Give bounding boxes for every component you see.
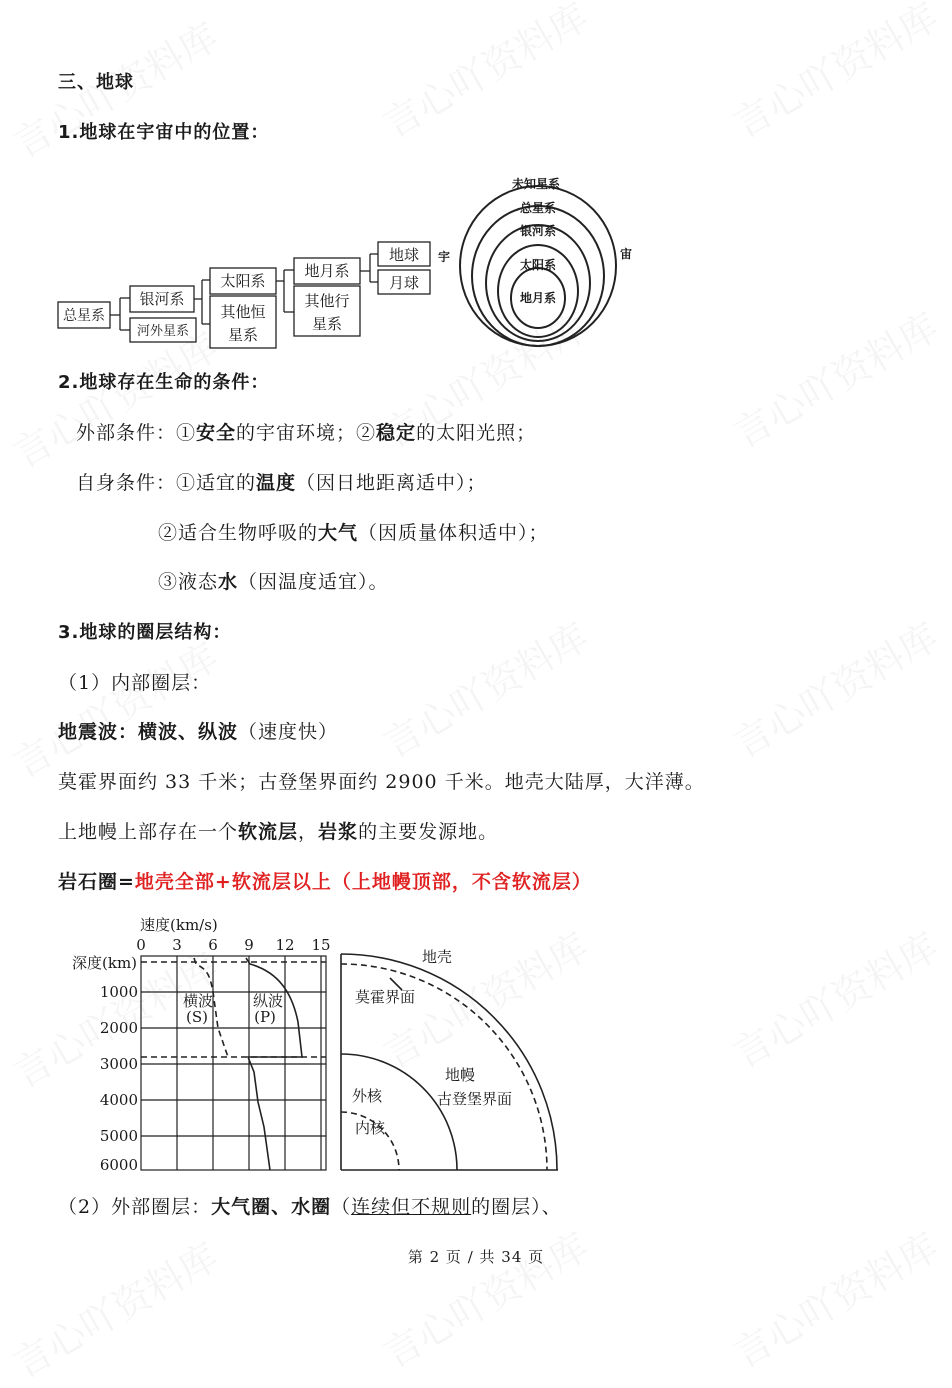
- watermark: [2, 627, 227, 789]
- watermark: [372, 1217, 597, 1379]
- seismic-line: 地震波：横波、纵波（速度快）: [58, 721, 339, 743]
- page-footer: 第 2 页 / 共 34 页: [407, 1248, 545, 1266]
- tree-l2-a: 太阳系: [220, 272, 266, 290]
- crust-label: 地壳: [422, 948, 453, 966]
- self-conditions-2: ②适合生物呼吸的大气（因质量体积适中）；: [158, 522, 549, 544]
- watermark: [722, 297, 947, 459]
- watermark: [722, 1217, 947, 1379]
- outer-sphere-line: （2）外部圈层：大气圈、水圈（连续但不规则的圈层）、: [58, 1196, 562, 1218]
- tree-l4-a: 地球: [388, 246, 420, 264]
- tree-l4-b: 月球: [388, 274, 420, 292]
- mantle-label: 地幔: [445, 1066, 476, 1084]
- inner-sphere-heading: （1）内部圈层：: [58, 672, 212, 694]
- q2-title: 2.地球存在生命的条件：: [58, 372, 270, 393]
- p-wave-sub: (P): [254, 1008, 276, 1026]
- section-title: 三、地球: [58, 72, 134, 93]
- tree-l3-b-2: 星系: [311, 315, 343, 333]
- lithosphere-line: 岩石圈=地壳全部+软流层以上（上地幔顶部，不含软流层）: [58, 871, 592, 893]
- s-wave-sub: (S): [186, 1008, 208, 1026]
- circle-label-unknown: 未知星系: [511, 177, 561, 191]
- tree-l3-b-1: 其他行: [304, 292, 350, 310]
- circle-label-total: 总星系: [519, 201, 557, 215]
- depth-tick: 2000: [99, 1019, 138, 1037]
- depth-tick: 5000: [99, 1127, 138, 1145]
- s-wave-label: 横波: [182, 992, 214, 1010]
- depth-tick: 1000: [99, 983, 138, 1001]
- moho-label: 莫霍界面: [355, 988, 416, 1006]
- depth-tick: 4000: [99, 1091, 138, 1109]
- depth-tick: 6000: [99, 1156, 138, 1174]
- depth-tick: 3000: [99, 1055, 138, 1073]
- self-conditions: 自身条件：①适宜的温度（因日地距离适中）；: [76, 472, 487, 494]
- speed-tick: 15: [311, 936, 331, 954]
- watermark: [372, 0, 597, 148]
- circle-label-milkyway: 银河系: [519, 224, 557, 238]
- tree-l2-b-2: 星系: [227, 326, 259, 344]
- watermark: [722, 607, 947, 769]
- tree-l1-a: 银河系: [139, 290, 185, 308]
- moho-line: 莫霍界面约 33 千米；古登堡界面约 2900 千米。地壳大陆厚，大洋薄。: [58, 771, 705, 793]
- watermark: [722, 917, 947, 1079]
- p-wave-label: 纵波: [252, 992, 284, 1010]
- circle-label-earthmoon: 地月系: [519, 291, 557, 305]
- tree-root: 总星系: [63, 308, 105, 324]
- q1-title: 1.地球在宇宙中的位置：: [58, 122, 270, 143]
- gutenberg-label: 古登堡界面: [437, 1090, 513, 1108]
- watermark: [372, 607, 597, 769]
- speed-tick: 9: [244, 936, 254, 954]
- tree-l1-b: 河外星系: [136, 324, 190, 339]
- outer-core-label: 外核: [352, 1087, 383, 1105]
- speed-tick: 0: [136, 936, 146, 954]
- hierarchy-diagram: [54, 230, 434, 430]
- speed-tick: 6: [208, 936, 218, 954]
- depth-axis-label: 深度(km): [72, 954, 138, 972]
- speed-axis-label: 速度(km/s): [140, 916, 218, 934]
- external-conditions: 外部条件：①安全的宇宙环境；②稳定的太阳光照；: [76, 422, 537, 444]
- watermark: [722, 0, 947, 148]
- speed-tick: 12: [275, 936, 295, 954]
- tree-l3-a: 地月系: [304, 262, 350, 280]
- inner-core-label: 内核: [355, 1119, 386, 1137]
- speed-tick: 3: [172, 936, 182, 954]
- earth-structure-figure: [68, 912, 568, 1177]
- q3-title: 3.地球的圈层结构：: [58, 622, 232, 643]
- nested-circles-diagram: [436, 168, 636, 348]
- circle-label-right: 宙: [619, 247, 633, 261]
- mantle-line: 上地幔上部存在一个软流层，岩浆的主要发源地。: [58, 821, 499, 843]
- circle-label-solar: 太阳系: [519, 258, 557, 272]
- circle-label-left: 宇: [437, 250, 451, 264]
- tree-l2-b-1: 其他恒: [220, 303, 266, 321]
- self-conditions-3: ③液态水（因温度适宜）。: [158, 571, 389, 593]
